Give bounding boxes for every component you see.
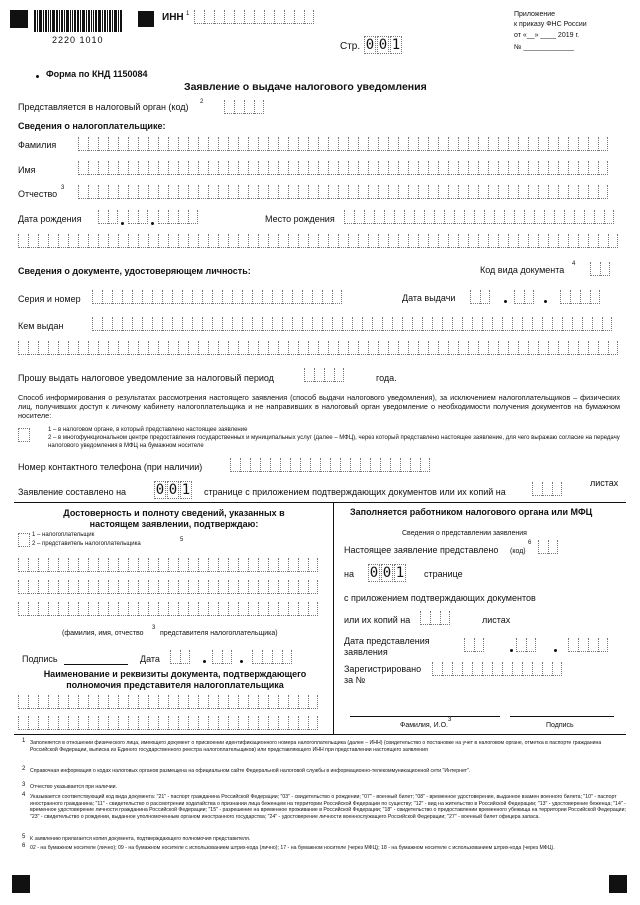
sign-day-input[interactable] xyxy=(170,650,190,664)
period-year-input[interactable] xyxy=(304,368,344,382)
inn-input[interactable] xyxy=(194,10,314,24)
registered-input[interactable] xyxy=(432,662,562,676)
rep-fio-line2[interactable] xyxy=(18,580,318,594)
barcode xyxy=(34,10,123,32)
footnote: 02 - на бумажном носителе (лично); 09 - на бумажном носителе с использованием штрих-кода (лично); 17 - на бумажном носителе (через МФЦ); 18 - на бумажном носителе с использованием штрих-кода (через МФЦ). xyxy=(30,845,555,851)
rep-doc-line2[interactable] xyxy=(18,716,318,730)
series-number-label: Серия и номер xyxy=(18,294,81,304)
date-separator xyxy=(203,660,206,663)
page-label: Стр. xyxy=(340,41,361,52)
composed-pages: 0 0 1 xyxy=(155,482,191,498)
signer-checkbox[interactable] xyxy=(18,533,30,547)
page-number: 0 0 1 xyxy=(365,37,401,53)
corner-marker-top-mid xyxy=(138,11,154,27)
submitted-label: Настоящее заявление представлено xyxy=(344,545,499,555)
issued-by-label: Кем выдан xyxy=(18,321,64,331)
birth-place-input[interactable] xyxy=(344,210,614,224)
rep-doc-label: Наименование и реквизиты документа, подтверждающего полномочия представителя налогоплательщика xyxy=(43,669,307,690)
corner-marker-bottom-right xyxy=(609,875,627,893)
registered-label: Зарегистрировано за № xyxy=(344,664,422,685)
patronymic-sup: 3 xyxy=(61,185,65,191)
inn-sup: 1 xyxy=(186,11,190,17)
right-block-subtitle: Сведения о представлении заявления xyxy=(402,530,527,537)
bullet-dot xyxy=(36,75,39,78)
left-block-title: Достоверность и полноту сведений, указанных в настоящем заявлении, подтверждаю: xyxy=(63,508,285,529)
birth-day-input[interactable] xyxy=(98,210,118,224)
taxpayer-section: Сведения о налогоплательщике: xyxy=(18,121,166,131)
info-text: Способ информирования о результатах рассмотрения настоящего заявления (способ выдачи налогового уведомления), за исключением налогоплательщиков – физических лиц, получивших доступ к личному кабинету налогоплательщика и не направивших в налоговый орган уведомление о необходимости получения документов на бумажном носителе: xyxy=(18,393,620,421)
birth-place-label: Место рождения xyxy=(265,214,335,224)
date-separator xyxy=(121,222,124,225)
date-separator xyxy=(151,222,154,225)
signer-opt1: 1 – налогоплательщик xyxy=(32,532,95,538)
footnote-num: 5 xyxy=(22,834,26,840)
tax-authority-sup: 2 xyxy=(200,99,204,105)
rep-fio-line3[interactable] xyxy=(18,602,318,616)
signer-opt2-sup: 5 xyxy=(180,537,184,543)
footnote: Указывается соответствующий код вида документа: "21" - паспорт гражданина Российской Федерации; "03" - свидетельство о рождении; "07" - военный билет; "08" - временное удостоверение, выданное взамен военного билета; "10" - паспорт иностранного гражданина; "11" - свидетельство о рассмотрении ходатайства о признании лица беженцем на территории Российской Федерации по существу; "12" - вид на жительство в Российской Федерации; "13" - удостоверение беженца; "14" - временное удостоверение личности гражданина Российской Федерации; "15" - разрешение на временное проживание в Российской Федерации; "18" - свидетельство о предоставлении временного убежища на территории Российской Федерации; "23" - свидетельство о рождении, выданное уполномоченным органом иностранного государства; "24" - удостоверение личности военнослужащего Российской Федерации; "27" - военный билет офицера запаса. xyxy=(30,794,626,820)
year-label: года. xyxy=(376,373,397,383)
patronymic-label: Отчество xyxy=(18,189,58,199)
doc-type-sup: 4 xyxy=(572,261,576,267)
sheets-label: листах xyxy=(590,478,619,488)
rep-fio-line1[interactable] xyxy=(18,558,318,572)
signature-label: Подпись xyxy=(22,654,58,664)
corner-marker-bottom-left xyxy=(12,875,30,893)
fio-label-sup: 3 xyxy=(448,717,452,723)
submit-year-input[interactable] xyxy=(568,638,608,652)
delivery-option1: 1 – в налоговом органе, в который представлено настоящее заявление xyxy=(48,427,248,433)
surname-label: Фамилия xyxy=(18,140,57,150)
birth-month-input[interactable] xyxy=(128,210,148,224)
footnote-num: 3 xyxy=(22,782,26,788)
sign-month-input[interactable] xyxy=(212,650,232,664)
fio-line xyxy=(350,716,500,717)
issue-date-label: Дата выдачи xyxy=(402,293,456,303)
issued-by-input[interactable] xyxy=(92,317,612,331)
date-label: Дата xyxy=(140,654,160,664)
appendix-line4: № _____________ xyxy=(514,44,575,51)
signer-opt2: 2 – представитель налогоплательщика xyxy=(32,541,141,547)
delivery-method-checkbox[interactable] xyxy=(18,428,30,442)
date-separator xyxy=(510,649,513,652)
delivery-option2: 2 – в многофункциональном центре предоставления государственных и муниципальных услуг (далее – МФЦ), через который представлено настоящее заявление, для чего выражаю согласие на передачу налогового уведомления в МФЦ на бумажном носителе xyxy=(48,435,620,449)
issue-year-input[interactable] xyxy=(560,290,600,304)
date-separator xyxy=(544,300,547,303)
sign-label: Подпись xyxy=(546,722,574,729)
footnote: Отчество указывается при наличии. xyxy=(30,784,118,790)
composed-on-label: Заявление составлено на xyxy=(18,487,127,497)
page-word: странице xyxy=(424,569,463,579)
inn-label: ИНН xyxy=(162,12,184,23)
fio-caption: (фамилия, имя, отчество xyxy=(62,630,144,637)
form-knd: Форма по КНД 1150084 xyxy=(46,69,148,79)
birth-date-label: Дата рождения xyxy=(18,214,82,224)
date-separator xyxy=(504,300,507,303)
series-number-input[interactable] xyxy=(92,290,342,304)
section-divider xyxy=(14,502,626,503)
signature-line xyxy=(64,664,128,665)
issue-month-input[interactable] xyxy=(514,290,534,304)
attachment-sheets-input[interactable] xyxy=(532,482,562,496)
date-submitted-label: Дата представления заявления xyxy=(344,636,430,657)
submit-day-input[interactable] xyxy=(464,638,484,652)
or-copies: или их копий на xyxy=(344,615,411,625)
right-block-title: Заполняется работником налогового органа или МФЦ xyxy=(350,507,593,517)
submitted-code-input[interactable] xyxy=(538,540,558,554)
tax-authority-label: Представляется в налоговый орган (код) xyxy=(18,102,189,112)
sign-year-input[interactable] xyxy=(252,650,292,664)
phone-input[interactable] xyxy=(230,458,430,472)
birth-year-input[interactable] xyxy=(158,210,198,224)
name-label: Имя xyxy=(18,165,36,175)
issue-day-input[interactable] xyxy=(470,290,490,304)
footnote-num: 4 xyxy=(22,792,26,798)
footnote: Справочная информация о кодах налоговых органов размещена на официальном сайте Федеральной налоговой службы в информационно-телекоммуникационной сети "Интернет". xyxy=(30,768,471,774)
footnote: К заявлению прилагается копия документа, подтверждающего полномочия представителя. xyxy=(30,836,251,842)
date-separator xyxy=(554,649,557,652)
right-sheets-label: листах xyxy=(482,615,511,625)
on-label: на xyxy=(344,569,354,579)
doc-type-input[interactable] xyxy=(590,262,610,276)
issued-by-input-line2[interactable] xyxy=(18,341,618,355)
footnote-num: 6 xyxy=(22,843,26,849)
footnote: Заполняется в отношении физического лица, имеющего документ о присвоении идентификационного номера налогоплательщика (далее – ИНН) (свидетельство о постановке на учет в налоговом органе, отметка в паспорте гражданина Российской Федерации, выписка из Единого государственного реестра налогоплательщиков) или представляющего ИНН при представлении настоящего заявления xyxy=(30,740,602,753)
footnote-num: 1 xyxy=(22,738,26,744)
tax-authority-input[interactable] xyxy=(224,100,264,114)
period-label: Прошу выдать налоговое уведомление за налоговый период xyxy=(18,373,274,383)
pages-with-label: странице с приложением подтверждающих документов или их копий на xyxy=(204,487,506,497)
doc-type-label: Код вида документа xyxy=(480,265,565,275)
right-sheets-input[interactable] xyxy=(420,611,450,625)
fio-caption2: представителя налогоплательщика) xyxy=(160,630,278,637)
appendix-line1: Приложение xyxy=(514,11,556,18)
submitted-code: (код) xyxy=(510,548,526,555)
fio-label: Фамилия, И.О. xyxy=(400,722,448,729)
column-divider xyxy=(333,502,334,734)
rep-doc-line1[interactable] xyxy=(18,695,318,709)
name-input[interactable] xyxy=(78,161,608,175)
patronymic-input[interactable] xyxy=(78,185,608,199)
page-title: Заявление о выдаче налогового уведомления xyxy=(184,81,427,93)
with-docs: с приложением подтверждающих документов xyxy=(344,593,536,603)
sign-line xyxy=(510,716,614,717)
date-separator xyxy=(240,660,243,663)
appendix-line2: к приказу ФНС России xyxy=(514,21,587,28)
footnote-num: 2 xyxy=(22,766,26,772)
corner-marker-top-left xyxy=(10,10,28,28)
submit-month-input[interactable] xyxy=(516,638,536,652)
fio-caption-sup: 3 xyxy=(152,625,156,631)
right-pages: 0 0 1 xyxy=(369,565,405,581)
submitted-sup: 6 xyxy=(528,540,532,546)
footnotes-divider xyxy=(14,734,626,735)
phone-label: Номер контактного телефона (при наличии) xyxy=(18,462,203,472)
id-doc-section: Сведения о документе, удостоверяющем личность: xyxy=(18,266,251,276)
barcode-numbers: 2220 1010 xyxy=(52,35,104,45)
appendix-line3: от «__» ____ 2019 г. xyxy=(514,32,580,39)
surname-input[interactable] xyxy=(78,137,608,151)
birth-place-input-line2[interactable] xyxy=(18,234,618,248)
